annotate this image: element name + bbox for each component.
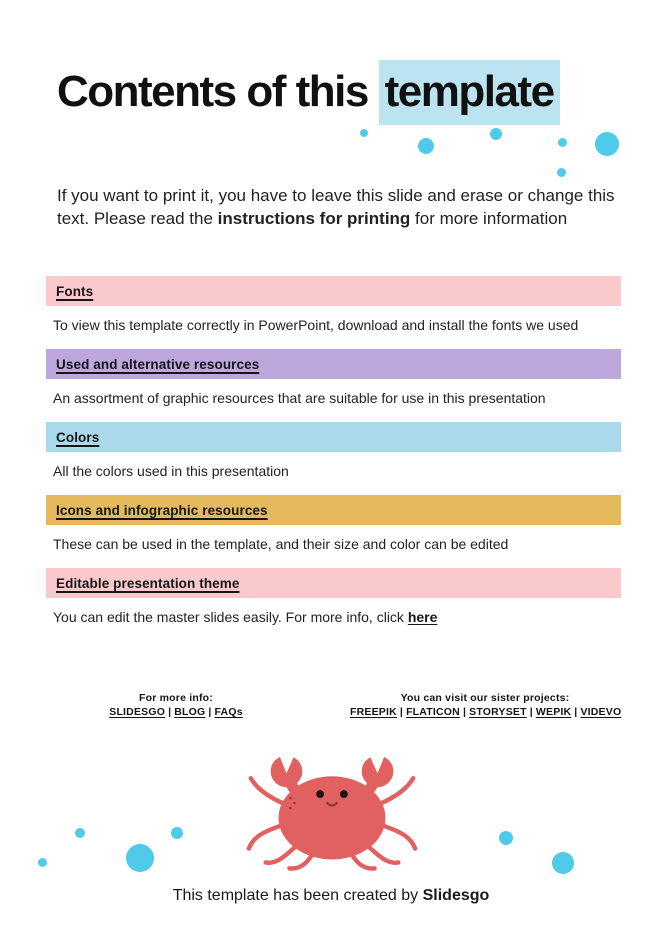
link-separator: |	[574, 706, 578, 718]
footer-sister-links	[350, 705, 620, 719]
intro-paragraph	[57, 184, 623, 230]
toc-link-theme[interactable]: Editable presentation theme	[56, 575, 240, 591]
toc-bar-theme	[46, 568, 621, 598]
toc-bar-fonts	[46, 276, 621, 306]
footer-info-links	[60, 705, 292, 719]
toc-section-fonts	[46, 276, 621, 333]
toc-link-resources[interactable]: Used and alternative resources	[56, 356, 260, 372]
faqs-link[interactable]: FAQs	[214, 706, 243, 718]
decorative-dot	[552, 852, 574, 874]
toc-desc-theme-text: You can edit the master slides easily. For more info, click	[53, 609, 408, 625]
intro-text-bold: instructions for printing	[217, 209, 411, 228]
decorative-dot	[490, 128, 502, 140]
blog-link[interactable]: BLOG	[174, 706, 206, 718]
footer-info-column	[60, 691, 292, 719]
credit-brand: Slidesgo	[422, 887, 490, 904]
toc-desc-resources: An assortment of graphic resources that are suitable for use in this presentation	[53, 390, 546, 406]
decorative-dot	[557, 168, 566, 177]
toc-section-theme	[46, 568, 621, 625]
link-separator: |	[399, 706, 404, 718]
toc-bar-colors	[46, 422, 621, 452]
storyset-link[interactable]: STORYSET	[469, 706, 527, 718]
freepik-link[interactable]: FREEPIK	[350, 706, 397, 718]
crab-illustration	[233, 742, 431, 872]
toc-link-icons[interactable]: Icons and infographic resources	[56, 502, 268, 518]
footer-info-title: For more info:	[139, 692, 213, 704]
toc-bar-resources	[46, 349, 621, 379]
decorative-dot	[38, 858, 47, 867]
decorative-dot	[360, 129, 368, 137]
crab-icon	[233, 742, 431, 872]
decorative-dot	[499, 831, 513, 845]
credit-text: This template has been created by	[172, 887, 423, 904]
page-title	[57, 63, 560, 121]
intro-text-after: for more information	[410, 209, 568, 228]
decorative-dot	[558, 138, 567, 147]
credit-line	[0, 887, 662, 905]
link-separator: |	[208, 706, 212, 718]
footer-sister-title: You can visit our sister projects:	[400, 692, 570, 704]
toc-section-resources	[46, 349, 621, 406]
decorative-dot	[171, 827, 183, 839]
toc-section-colors	[46, 422, 621, 479]
toc-desc-theme	[53, 609, 621, 625]
toc-desc-colors: All the colors used in this presentation	[53, 463, 289, 479]
intro-text-before: If you want to print it, you have to leave this slide and erase or change this text. Please read the	[57, 186, 615, 228]
toc-link-fonts[interactable]: Fonts	[56, 283, 94, 299]
link-separator: |	[462, 706, 467, 718]
decorative-dot	[75, 828, 85, 838]
slidesgo-link[interactable]: SLIDESGO	[109, 706, 166, 718]
toc-desc-fonts: To view this template correctly in PowerPoint, download and install the fonts we used	[53, 317, 579, 333]
decorative-dot	[418, 138, 434, 154]
flaticon-link[interactable]: FLATICON	[406, 706, 460, 718]
toc-sections	[46, 276, 621, 641]
toc-desc-icons: These can be used in the template, and their size and color can be edited	[53, 536, 509, 552]
toc-link-colors[interactable]: Colors	[56, 429, 100, 445]
link-separator: |	[168, 706, 172, 718]
page-title-plain: Contents of this	[57, 67, 368, 116]
decorative-dot	[595, 132, 619, 156]
decorative-dot	[126, 844, 154, 872]
here-link[interactable]: here	[407, 609, 438, 625]
wepik-link[interactable]: WEPIK	[535, 706, 572, 718]
toc-section-icons	[46, 495, 621, 552]
page-title-highlight: template	[379, 60, 560, 125]
link-separator: |	[529, 706, 533, 718]
footer-sister-column	[350, 691, 620, 719]
toc-bar-icons	[46, 495, 621, 525]
videvo-link[interactable]: VIDEVO	[580, 706, 622, 718]
